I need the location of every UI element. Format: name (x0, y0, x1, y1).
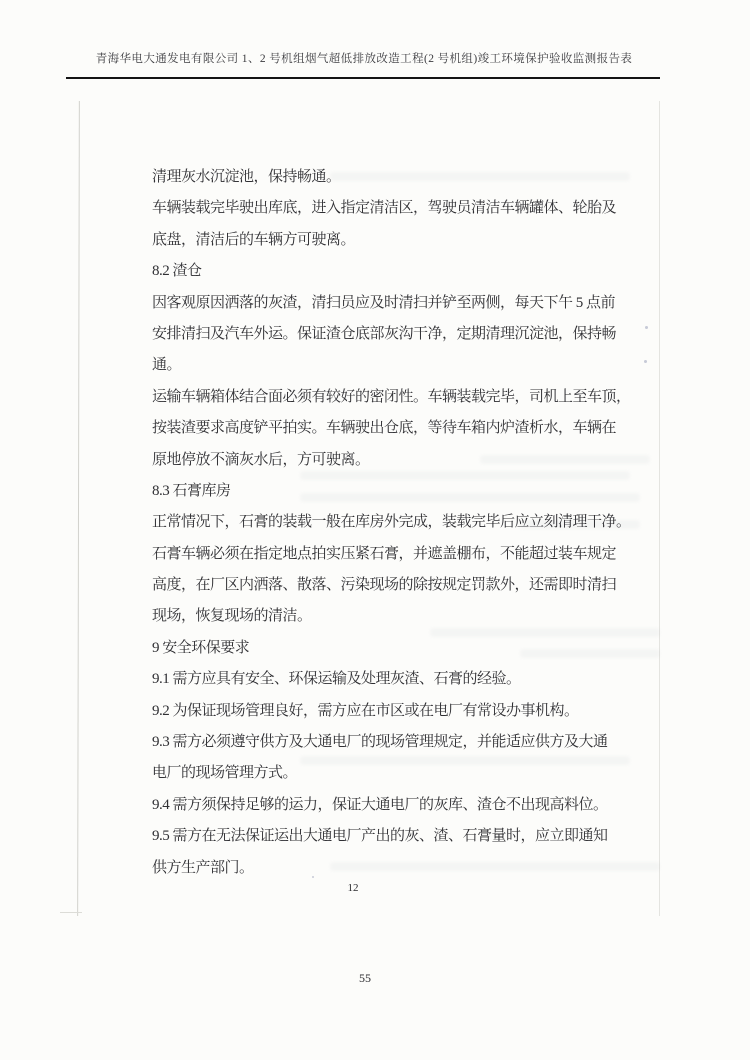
text-line: 高度，在厂区内洒落、散落、污染现场的除按规定罚款外，还需即时清扫 (152, 577, 617, 594)
text-line: 8.2 渣仓 (152, 263, 202, 280)
text-line: 按装渣要求高度铲平拍实。车辆驶出仓底，等待车箱内炉渣析水，车辆在 (152, 420, 617, 437)
document-header-title: 青海华电大通发电有限公司 1、2 号机组烟气超低排放改造工程(2 号机组)竣工环境保护验收监测报告表 (95, 53, 633, 65)
text-line: 9.1 需方应具有安全、环保运输及处理灰渣、石膏的经验。 (152, 671, 521, 688)
text-line: 石膏车辆必须在指定地点拍实压紧石膏，并遮盖棚布，不能超过装车规定 (152, 545, 617, 562)
text-line: 现场，恢复现场的清洁。 (152, 608, 312, 625)
text-line: 9.3 需方必须遵守供方及大通电厂的现场管理规定，并能适应供方及大通 (152, 734, 608, 751)
body-text (152, 162, 652, 884)
scan-page-edge-left (77, 101, 80, 916)
text-line: 运输车辆箱体结合面必须有较好的密闭性。车辆装载完毕，司机上至车顶， (152, 388, 631, 405)
text-line: 9.5 需方在无法保证运出大通电厂产出的灰、渣、石膏量时，应立即通知 (152, 828, 608, 845)
text-line: 电厂的现场管理方式。 (152, 765, 298, 782)
text-line: 原地停放不滴灰水后，方可驶离。 (152, 451, 370, 468)
text-line: 清理灰水沉淀池，保持畅通。 (152, 169, 341, 185)
text-line: 9.2 为保证现场管理良好，需方应在市区或在电厂有常设办事机构。 (152, 702, 579, 719)
page-number: 55 (359, 971, 371, 985)
header-rule-line (66, 77, 660, 79)
inner-page-number: 12 (347, 882, 359, 894)
text-line: 9 安全环保要求 (152, 639, 250, 656)
text-line: 8.3 石膏库房 (152, 482, 231, 499)
scan-page-edge-tick (60, 912, 82, 913)
text-line: 因客观原因洒落的灰渣，清扫员应及时清扫并铲至两侧，每天下午 5 点前 (152, 294, 616, 311)
scan-page-edge-right (659, 101, 660, 916)
text-line: 车辆装载完毕驶出库底，进入指定清洁区，驾驶员清洁车辆罐体、轮胎及 (152, 200, 617, 217)
text-line: 安排清扫及汽车外运。保证渣仓底部灰沟干净，定期清理沉淀池，保持畅 (152, 325, 617, 342)
text-line: 9.4 需方须保持足够的运力，保证大通电厂的灰库、渣仓不出现高料位。 (152, 796, 608, 813)
text-line: 通。 (152, 357, 182, 374)
text-line: 正常情况下，石膏的装载一般在库房外完成，装载完毕后应立刻清理干净。 (152, 514, 631, 531)
text-line: 底盘，清洁后的车辆方可驶离。 (152, 231, 356, 248)
text-line: 供方生产部门。 (152, 859, 254, 876)
